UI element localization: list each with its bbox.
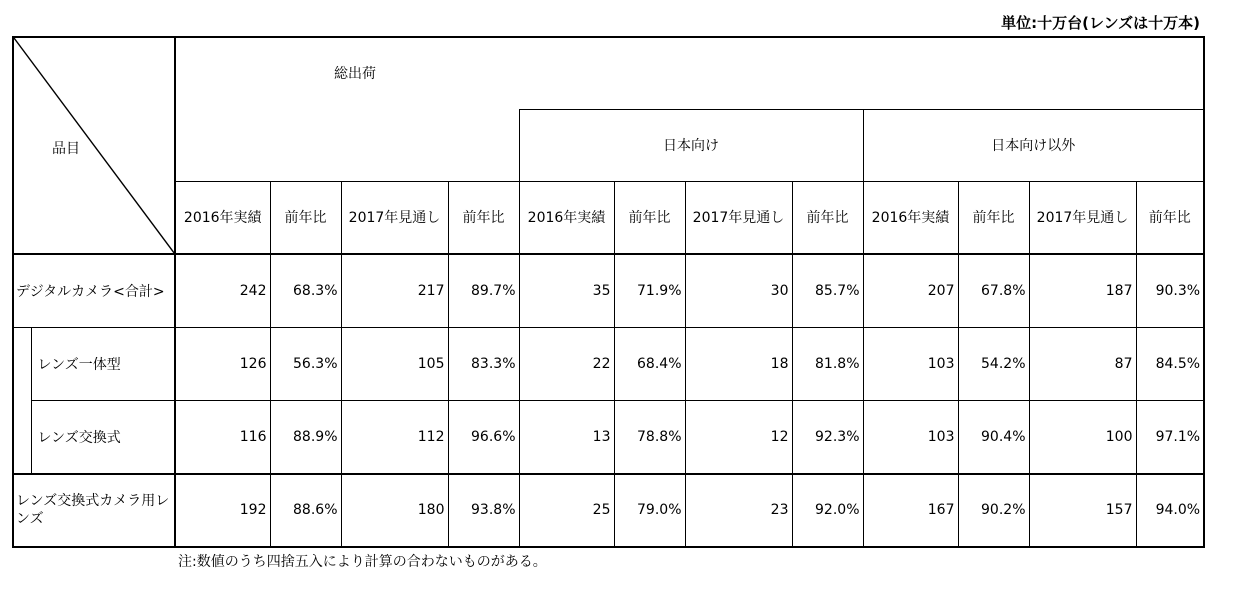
subheader-2017: 2017年見通し bbox=[1029, 182, 1136, 254]
corner-header-cell bbox=[13, 37, 175, 254]
table-cell: 79.0% bbox=[614, 474, 685, 547]
table-cell: 90.3% bbox=[1136, 254, 1204, 327]
table-cell: 30 bbox=[685, 254, 792, 327]
table-cell: 103 bbox=[863, 400, 958, 473]
subheader-2016: 2016年実績 bbox=[519, 182, 614, 254]
table-cell: 93.8% bbox=[448, 474, 519, 547]
indent-cell bbox=[13, 327, 31, 400]
table-cell: 89.7% bbox=[448, 254, 519, 327]
table-cell: 105 bbox=[341, 327, 448, 400]
group-header-non-japan: 日本向け以外 bbox=[863, 109, 1204, 181]
table-cell: 85.7% bbox=[792, 254, 863, 327]
table-row bbox=[13, 474, 1204, 547]
table-cell: 23 bbox=[685, 474, 792, 547]
total-spacer bbox=[175, 109, 519, 181]
table-cell: 68.4% bbox=[614, 327, 685, 400]
table-cell: 13 bbox=[519, 400, 614, 473]
row-header-label: 品目 bbox=[52, 141, 80, 157]
table-cell: 35 bbox=[519, 254, 614, 327]
footnote: 注:数値のうち四捨五入により計算の合わないものがある。 bbox=[178, 554, 547, 570]
subheader-2016: 2016年実績 bbox=[175, 182, 270, 254]
subheader-yoy: 前年比 bbox=[1136, 182, 1204, 254]
table-cell: 67.8% bbox=[958, 254, 1029, 327]
table-cell: 88.9% bbox=[270, 400, 341, 473]
table-cell: 180 bbox=[341, 474, 448, 547]
table-cell: 187 bbox=[1029, 254, 1136, 327]
table-cell: 56.3% bbox=[270, 327, 341, 400]
row-label: レンズ一体型 bbox=[31, 327, 175, 400]
table-row bbox=[13, 327, 1204, 400]
table-cell: 71.9% bbox=[614, 254, 685, 327]
table-row bbox=[13, 254, 1204, 327]
table-cell: 112 bbox=[341, 400, 448, 473]
table-cell: 207 bbox=[863, 254, 958, 327]
row-label: レンズ交換式カメラ用レンズ bbox=[13, 474, 175, 547]
shipment-table bbox=[12, 36, 1205, 548]
table-cell: 90.4% bbox=[958, 400, 1029, 473]
table-cell: 167 bbox=[863, 474, 958, 547]
subheader-yoy: 前年比 bbox=[792, 182, 863, 254]
row-label: デジタルカメラ<合計> bbox=[13, 254, 175, 327]
table-cell: 97.1% bbox=[1136, 400, 1204, 473]
table-cell: 126 bbox=[175, 327, 270, 400]
table-cell: 242 bbox=[175, 254, 270, 327]
subheader-yoy: 前年比 bbox=[270, 182, 341, 254]
subheader-2016: 2016年実績 bbox=[863, 182, 958, 254]
table-cell: 78.8% bbox=[614, 400, 685, 473]
subheader-2017: 2017年見通し bbox=[685, 182, 792, 254]
table-cell: 100 bbox=[1029, 400, 1136, 473]
table-cell: 12 bbox=[685, 400, 792, 473]
group-header-japan: 日本向け bbox=[519, 109, 863, 181]
table-cell: 92.0% bbox=[792, 474, 863, 547]
table-cell: 25 bbox=[519, 474, 614, 547]
table-cell: 88.6% bbox=[270, 474, 341, 547]
table-cell: 103 bbox=[863, 327, 958, 400]
unit-label: 単位:十万台(レンズは十万本) bbox=[1001, 14, 1200, 32]
table-cell: 18 bbox=[685, 327, 792, 400]
table-cell: 81.8% bbox=[792, 327, 863, 400]
table-cell: 90.2% bbox=[958, 474, 1029, 547]
table-cell: 157 bbox=[1029, 474, 1136, 547]
diagonal-line bbox=[14, 38, 174, 253]
indent-cell bbox=[13, 400, 31, 473]
table-cell: 217 bbox=[341, 254, 448, 327]
subheader-yoy: 前年比 bbox=[958, 182, 1029, 254]
table-cell: 68.3% bbox=[270, 254, 341, 327]
table-cell: 96.6% bbox=[448, 400, 519, 473]
subheader-yoy: 前年比 bbox=[614, 182, 685, 254]
table-cell: 84.5% bbox=[1136, 327, 1204, 400]
table-cell: 54.2% bbox=[958, 327, 1029, 400]
table-cell: 87 bbox=[1029, 327, 1136, 400]
row-label: レンズ交換式 bbox=[31, 400, 175, 473]
subheader-yoy: 前年比 bbox=[448, 182, 519, 254]
table-cell: 22 bbox=[519, 327, 614, 400]
table-cell: 92.3% bbox=[792, 400, 863, 473]
table-row bbox=[13, 400, 1204, 473]
table-cell: 83.3% bbox=[448, 327, 519, 400]
table-cell: 116 bbox=[175, 400, 270, 473]
group-header-total: 総出荷 bbox=[175, 37, 1204, 109]
table-cell: 94.0% bbox=[1136, 474, 1204, 547]
subheader-2017: 2017年見通し bbox=[341, 182, 448, 254]
table-cell: 192 bbox=[175, 474, 270, 547]
